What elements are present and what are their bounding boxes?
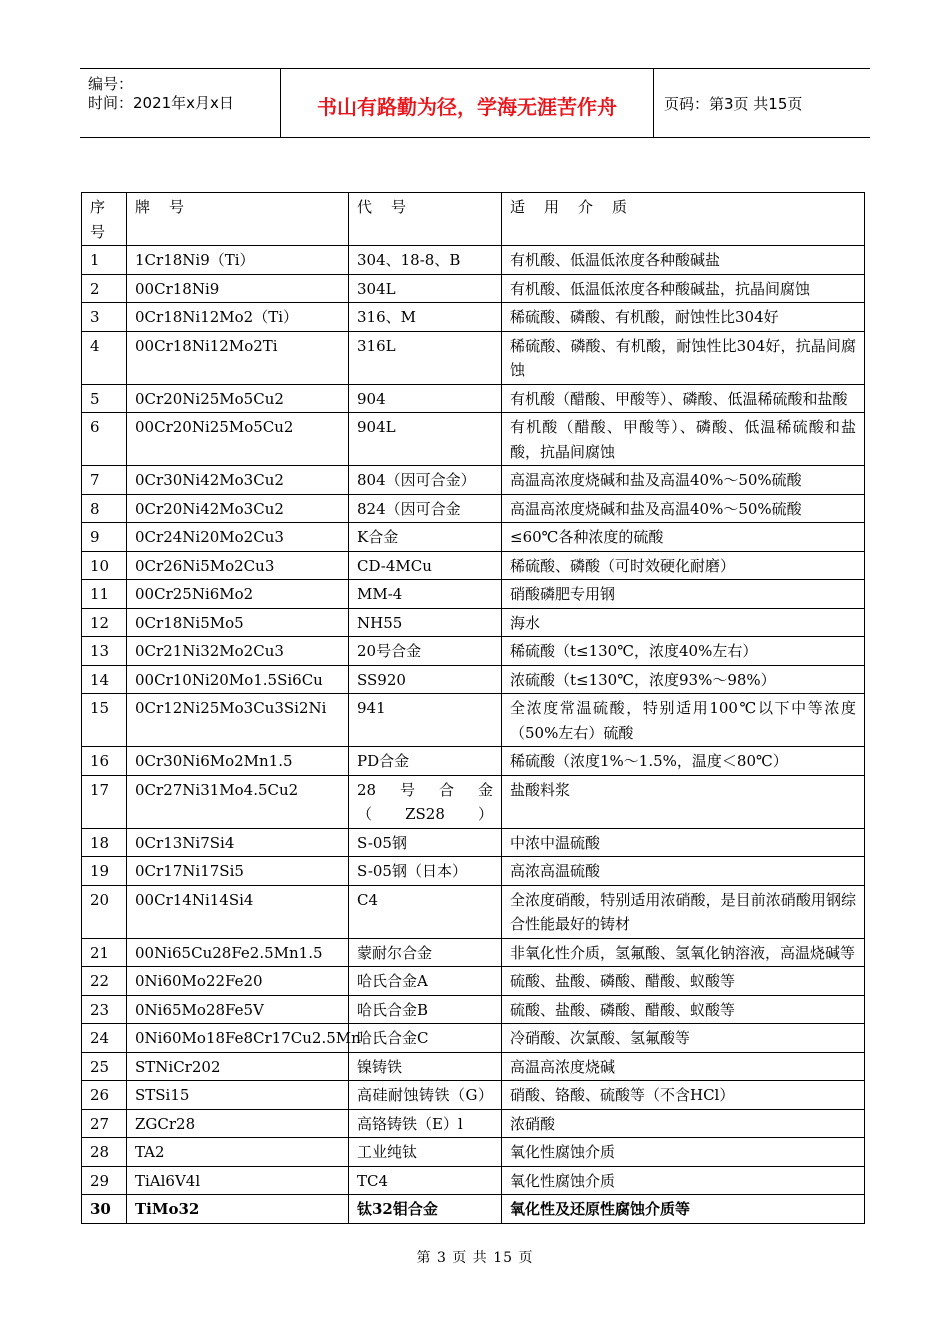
cell-medium: 硝酸、铬酸、硫酸等（不含HCl） [502, 1081, 865, 1110]
cell-grade: 00Cr14Ni14Si4 [127, 885, 349, 938]
table-row [82, 608, 865, 637]
cell-index: 12 [82, 608, 127, 637]
cell-code: 304、18-8、B [349, 246, 502, 275]
cell-index: 28 [82, 1138, 127, 1167]
cell-code: 28 号 合 金（ZS28） [349, 775, 502, 828]
cell-index: 25 [82, 1052, 127, 1081]
cell-medium: 盐酸料浆 [502, 775, 865, 828]
cell-medium: 高浓高温硫酸 [502, 857, 865, 886]
cell-code: S-05钢 [349, 828, 502, 857]
cell-index: 23 [82, 995, 127, 1024]
cell-medium: 浓硝酸 [502, 1109, 865, 1138]
cell-medium: 氧化性腐蚀介质 [502, 1166, 865, 1195]
table-row [82, 828, 865, 857]
cell-index: 16 [82, 747, 127, 776]
cell-index: 5 [82, 384, 127, 413]
cell-index: 2 [82, 274, 127, 303]
cell-index: 6 [82, 413, 127, 466]
cell-medium: 有机酸、低温低浓度各种酸碱盐，抗晶间腐蚀 [502, 274, 865, 303]
table-row [82, 857, 865, 886]
cell-grade: 0Ni60Mo18Fe8Cr17Cu2.5Mn [127, 1024, 349, 1053]
cell-medium: 氧化性及还原性腐蚀介质等 [502, 1195, 865, 1224]
cell-medium: 有机酸（醋酸、甲酸等）、磷酸、低温稀硫酸和盐酸 [502, 384, 865, 413]
cell-medium: 高温高浓度烧碱和盐及高温40%～50%硫酸 [502, 494, 865, 523]
column-header-code: 代 号 [349, 193, 502, 246]
cell-index: 15 [82, 694, 127, 747]
cell-index: 20 [82, 885, 127, 938]
cell-code: 哈氏合金C [349, 1024, 502, 1053]
cell-medium: 海水 [502, 608, 865, 637]
cell-grade: 0Cr30Ni6Mo2Mn1.5 [127, 747, 349, 776]
table-row [82, 1138, 865, 1167]
table-row [82, 246, 865, 275]
cell-medium: 硝酸磷肥专用钢 [502, 580, 865, 609]
cell-grade: 0Cr26Ni5Mo2Cu3 [127, 551, 349, 580]
material-table [81, 192, 865, 1224]
cell-grade: 00Ni65Cu28Fe2.5Mn1.5 [127, 938, 349, 967]
cell-medium: 稀硫酸（t≤130℃，浓度40%左右） [502, 637, 865, 666]
table-row [82, 694, 865, 747]
cell-grade: 0Ni65Mo28Fe5V [127, 995, 349, 1024]
cell-code: C4 [349, 885, 502, 938]
cell-medium: 稀硫酸、磷酸、有机酸，耐蚀性比304好，抗晶间腐蚀 [502, 331, 865, 384]
cell-grade: ZGCr28 [127, 1109, 349, 1138]
cell-medium: 硫酸、盐酸、磷酸、醋酸、蚁酸等 [502, 967, 865, 996]
cell-grade: 00Cr10Ni20Mo1.5Si6Cu [127, 665, 349, 694]
cell-index: 9 [82, 523, 127, 552]
cell-grade: 0Cr18Ni12Mo2（Ti） [127, 303, 349, 332]
cell-grade: TA2 [127, 1138, 349, 1167]
cell-code: SS920 [349, 665, 502, 694]
cell-index: 26 [82, 1081, 127, 1110]
cell-code: 941 [349, 694, 502, 747]
cell-code: 工业纯钛 [349, 1138, 502, 1167]
cell-grade: 0Cr30Ni42Mo3Cu2 [127, 466, 349, 495]
header-meta-cell [80, 69, 281, 137]
cell-medium: 冷硝酸、次氯酸、氢氟酸等 [502, 1024, 865, 1053]
cell-medium: 高温高浓度烧碱 [502, 1052, 865, 1081]
table-row [82, 775, 865, 828]
header-motto-cell [281, 69, 654, 137]
cell-index: 24 [82, 1024, 127, 1053]
cell-medium: 中浓中温硫酸 [502, 828, 865, 857]
cell-index: 22 [82, 967, 127, 996]
table-row [82, 523, 865, 552]
cell-index: 17 [82, 775, 127, 828]
cell-code: 镍铸铁 [349, 1052, 502, 1081]
cell-code: 904L [349, 413, 502, 466]
cell-code: 哈氏合金A [349, 967, 502, 996]
table-row [82, 551, 865, 580]
cell-index: 29 [82, 1166, 127, 1195]
cell-grade: 0Cr13Ni7Si4 [127, 828, 349, 857]
cell-grade: TiMo32 [127, 1195, 349, 1224]
cell-medium: 全浓度硝酸，特别适用浓硝酸，是目前浓硝酸用钢综合性能最好的铸材 [502, 885, 865, 938]
table-row [82, 331, 865, 384]
cell-code: 20号合金 [349, 637, 502, 666]
cell-index: 1 [82, 246, 127, 275]
table-row [82, 995, 865, 1024]
column-header-grade: 牌 号 [127, 193, 349, 246]
cell-code: 蒙耐尔合金 [349, 938, 502, 967]
cell-code: S-05钢（日本） [349, 857, 502, 886]
table-header-row [82, 193, 865, 246]
cell-code: 316L [349, 331, 502, 384]
header-motto: 书山有路勤为径，学海无涯苦作舟 [317, 95, 617, 119]
cell-index: 14 [82, 665, 127, 694]
cell-code: K合金 [349, 523, 502, 552]
cell-index: 27 [82, 1109, 127, 1138]
cell-medium: 稀硫酸、磷酸、有机酸，耐蚀性比304好 [502, 303, 865, 332]
cell-code: PD合金 [349, 747, 502, 776]
cell-index: 19 [82, 857, 127, 886]
cell-grade: 00Cr18Ni9 [127, 274, 349, 303]
page-header [80, 68, 870, 138]
table-row [82, 637, 865, 666]
cell-medium: 浓硫酸（t≤130℃，浓度93%～98%） [502, 665, 865, 694]
table-row [82, 303, 865, 332]
cell-grade: 1Cr18Ni9（Ti） [127, 246, 349, 275]
cell-grade: 0Cr24Ni20Mo2Cu3 [127, 523, 349, 552]
cell-medium: ≤60℃各种浓度的硫酸 [502, 523, 865, 552]
cell-code: 高铬铸铁（E）l [349, 1109, 502, 1138]
cell-grade: 0Cr20Ni42Mo3Cu2 [127, 494, 349, 523]
cell-code: 钛32钼合金 [349, 1195, 502, 1224]
table-row [82, 967, 865, 996]
header-page-number: 页码：第3页 共15页 [664, 95, 803, 113]
cell-grade: STNiCr202 [127, 1052, 349, 1081]
cell-code: 304L [349, 274, 502, 303]
page-footer: 第 3 页 共 15 页 [416, 1250, 534, 1266]
cell-code: 804（因可合金） [349, 466, 502, 495]
cell-medium: 氧化性腐蚀介质 [502, 1138, 865, 1167]
cell-medium: 硫酸、盐酸、磷酸、醋酸、蚁酸等 [502, 995, 865, 1024]
cell-index: 13 [82, 637, 127, 666]
cell-medium: 高温高浓度烧碱和盐及高温40%～50%硫酸 [502, 466, 865, 495]
cell-code: NH55 [349, 608, 502, 637]
cell-medium: 有机酸、低温低浓度各种酸碱盐 [502, 246, 865, 275]
cell-grade: 0Cr20Ni25Mo5Cu2 [127, 384, 349, 413]
cell-code: MM-4 [349, 580, 502, 609]
table-row [82, 413, 865, 466]
table-row [82, 1052, 865, 1081]
cell-medium: 稀硫酸、磷酸（可时效硬化耐磨） [502, 551, 865, 580]
cell-code: TC4 [349, 1166, 502, 1195]
document-date-label: 时间：2021年x月x日 [88, 94, 234, 112]
cell-index: 8 [82, 494, 127, 523]
cell-code: 高硅耐蚀铸铁（G） [349, 1081, 502, 1110]
cell-grade: 00Cr25Ni6Mo2 [127, 580, 349, 609]
cell-index: 4 [82, 331, 127, 384]
cell-index: 30 [82, 1195, 127, 1224]
table-row [82, 1166, 865, 1195]
header-page-cell [654, 69, 870, 137]
table-row [82, 1195, 865, 1224]
cell-code: 904 [349, 384, 502, 413]
table-row [82, 1081, 865, 1110]
table-row [82, 885, 865, 938]
table-row [82, 274, 865, 303]
cell-code: CD-4MCu [349, 551, 502, 580]
cell-grade: 0Cr18Ni5Mo5 [127, 608, 349, 637]
cell-grade: STSi15 [127, 1081, 349, 1110]
cell-grade: TiAl6V4l [127, 1166, 349, 1195]
cell-grade: 00Cr18Ni12Mo2Ti [127, 331, 349, 384]
table-row [82, 1024, 865, 1053]
cell-grade: 0Cr27Ni31Mo4.5Cu2 [127, 775, 349, 828]
cell-index: 7 [82, 466, 127, 495]
cell-medium: 非氧化性介质，氢氟酸、氢氧化钠溶液，高温烧碱等 [502, 938, 865, 967]
cell-index: 21 [82, 938, 127, 967]
cell-code: 哈氏合金B [349, 995, 502, 1024]
column-header-medium: 适 用 介 质 [502, 193, 865, 246]
document-number-label: 编号： [88, 75, 134, 93]
cell-index: 10 [82, 551, 127, 580]
cell-medium: 有机酸（醋酸、甲酸等）、磷酸、低温稀硫酸和盐酸，抗晶间腐蚀 [502, 413, 865, 466]
table-row [82, 466, 865, 495]
cell-index: 3 [82, 303, 127, 332]
cell-grade: 0Cr17Ni17Si5 [127, 857, 349, 886]
cell-grade: 0Cr12Ni25Mo3Cu3Si2Ni [127, 694, 349, 747]
column-header-index: 序 号 [82, 193, 127, 246]
cell-grade: 00Cr20Ni25Mo5Cu2 [127, 413, 349, 466]
table-row [82, 938, 865, 967]
cell-medium: 全浓度常温硫酸，特别适用100℃以下中等浓度（50%左右）硫酸 [502, 694, 865, 747]
table-row [82, 747, 865, 776]
table-row [82, 1109, 865, 1138]
cell-code: 824（因可合金 [349, 494, 502, 523]
cell-index: 11 [82, 580, 127, 609]
table-row [82, 494, 865, 523]
table-row [82, 665, 865, 694]
table-row [82, 384, 865, 413]
cell-medium: 稀硫酸（浓度1%～1.5%，温度＜80℃） [502, 747, 865, 776]
cell-code: 316、M [349, 303, 502, 332]
table-row [82, 580, 865, 609]
cell-grade: 0Ni60Mo22Fe20 [127, 967, 349, 996]
cell-index: 18 [82, 828, 127, 857]
cell-grade: 0Cr21Ni32Mo2Cu3 [127, 637, 349, 666]
